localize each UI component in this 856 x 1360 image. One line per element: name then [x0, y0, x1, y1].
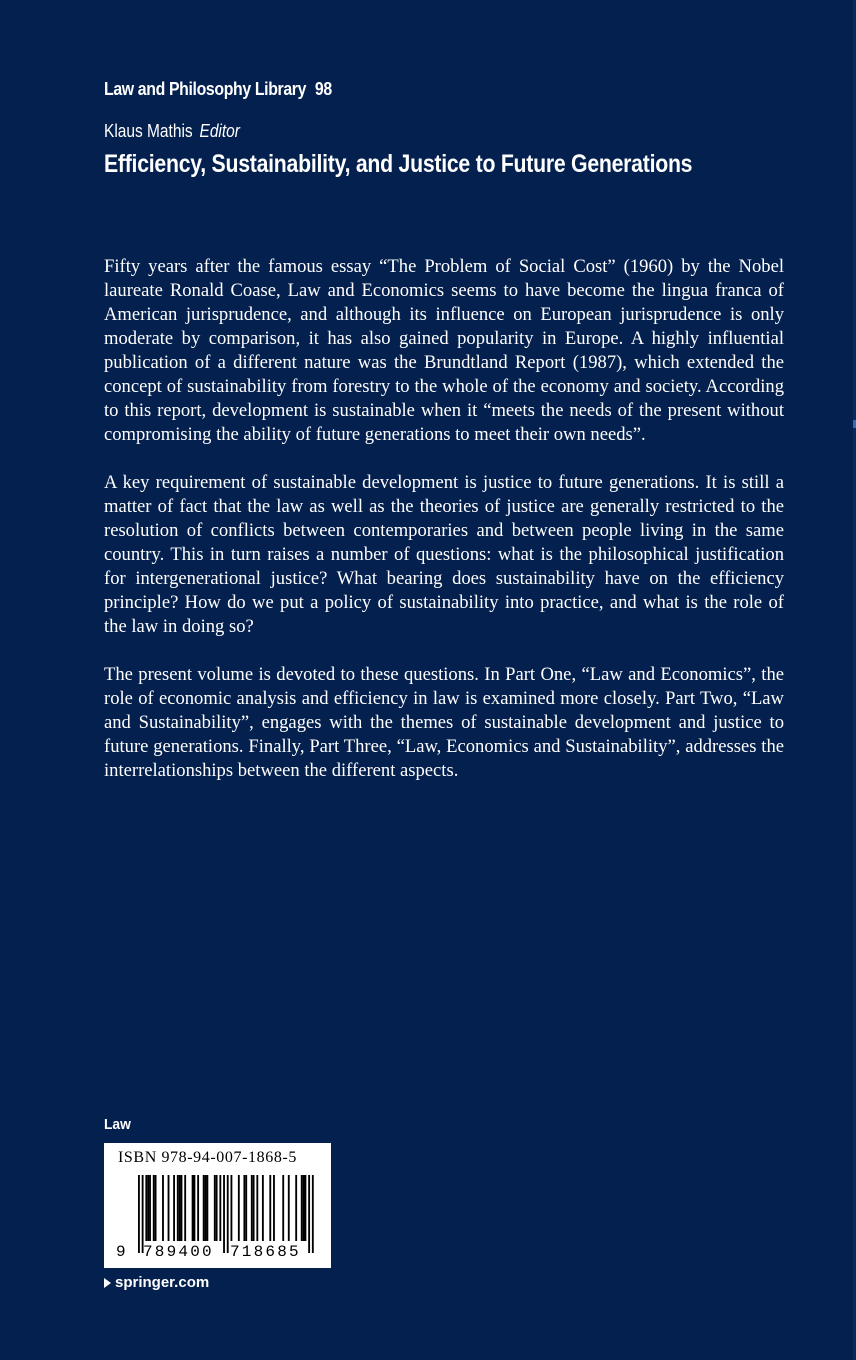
barcode-left-digits: 789400 — [143, 1243, 214, 1261]
series-volume: 98 — [314, 79, 332, 99]
barcode-bar — [231, 1175, 233, 1241]
blurb-paragraph: Fifty years after the famous essay “The Problem of Social Cost” (1960) by the Nobel laureate Ronald Coase, Law and Economics seems to have become the lingua franca of American jurisprudence, and although its influence on European jurisprudence is only moderate by comparison, it has also gained popularity in Europe. A highly influential publication of a different nature was the Brundtland Report (1987), which extended the concept of sustainability from forestry to the whole of the economy and society. According to this report, development is sustainable when it “meets the needs of the present without compromising the ability of future generations to meet their own needs”. — [104, 256, 784, 445]
barcode-bar — [138, 1175, 140, 1253]
barcode-bar — [288, 1175, 290, 1241]
series-heading — [104, 79, 332, 100]
book-title: Efficiency, Sustainability, and Justice to Future Generations — [104, 150, 693, 178]
barcode-bar — [162, 1175, 164, 1241]
isbn-barcode — [104, 1143, 331, 1268]
barcode-bar — [219, 1175, 221, 1241]
barcode-bar — [142, 1175, 144, 1253]
editor-name: Klaus Mathis — [104, 121, 193, 141]
barcode-lead-digit: 9 — [116, 1243, 126, 1261]
barcode-bar — [262, 1175, 264, 1241]
website-link[interactable] — [104, 1274, 209, 1291]
barcode-bar — [214, 1175, 216, 1241]
barcode-bar — [269, 1175, 271, 1241]
barcode-bar — [184, 1175, 186, 1241]
barcode-bar — [194, 1175, 196, 1241]
barcode-bar — [295, 1175, 297, 1241]
barcode-right-digits: 718685 — [230, 1243, 301, 1261]
barcode-bar — [245, 1175, 247, 1241]
barcode-bar — [253, 1175, 255, 1241]
barcode-bar — [312, 1175, 314, 1253]
blurb — [104, 255, 784, 807]
barcode-bar — [301, 1175, 303, 1241]
editor-role: Editor — [199, 121, 240, 141]
barcode-bar — [243, 1175, 245, 1241]
barcode-bar — [177, 1175, 179, 1241]
barcode-bar — [153, 1175, 155, 1241]
barcode-bar — [197, 1175, 199, 1241]
series-title: Law and Philosophy Library — [104, 79, 307, 99]
isbn-label: ISBN 978-94-007-1868-5 — [118, 1149, 297, 1166]
barcode-bar — [227, 1175, 229, 1253]
barcode-bar — [305, 1175, 307, 1241]
barcode-bar — [203, 1175, 205, 1241]
barcode-bar — [168, 1175, 170, 1241]
barcode-bar — [145, 1175, 147, 1241]
barcode-bar — [273, 1175, 275, 1241]
barcode-bar — [173, 1175, 175, 1241]
website-text: springer.com — [115, 1274, 210, 1291]
subject-label: Law — [104, 1116, 131, 1133]
barcode-bar — [206, 1175, 208, 1241]
barcode-bar — [238, 1175, 240, 1241]
barcode-bar — [155, 1175, 157, 1241]
barcode-bar — [147, 1175, 149, 1241]
barcode-bar — [181, 1175, 183, 1241]
blurb-paragraph: The present volume is devoted to these questions. In Part One, “Law and Economics”, the role of economic analysis and efficiency in law is examined more closely. Part Two, “Law and Sustainability”, engages with the themes of sustainable development and justice to future generations. Finally, Part Three, “Law, Economics and Sustainability”, addresses the interrelationships between the different aspects. — [104, 664, 784, 781]
barcode-bar — [282, 1175, 284, 1241]
barcode-bar — [216, 1175, 218, 1241]
arrow-right-icon — [104, 1278, 111, 1288]
blurb-paragraph: A key requirement of sustainable development is justice to future generations. It is still a matter of fact that the law as well as the theories of justice are generally restricted to the resolution of conflicts between contemporaries and between people living in the same country. This in turn raises a number of questions: what is the philosophical justification for intergenerational justice? What bearing does sustainability have on the efficiency principle? How do we put a policy of sustainability into practice, and what is the role of the law in doing so? — [104, 472, 784, 637]
barcode-bar — [251, 1175, 253, 1241]
barcode-bar — [256, 1175, 258, 1241]
barcode-bar — [149, 1175, 151, 1241]
editor-line — [104, 121, 240, 142]
barcode-bar — [205, 1175, 207, 1241]
barcode-bar — [308, 1175, 310, 1253]
barcode-bar — [179, 1175, 181, 1241]
barcode-bar — [223, 1175, 225, 1253]
barcode-bar — [303, 1175, 305, 1241]
barcode-bar — [192, 1175, 194, 1241]
